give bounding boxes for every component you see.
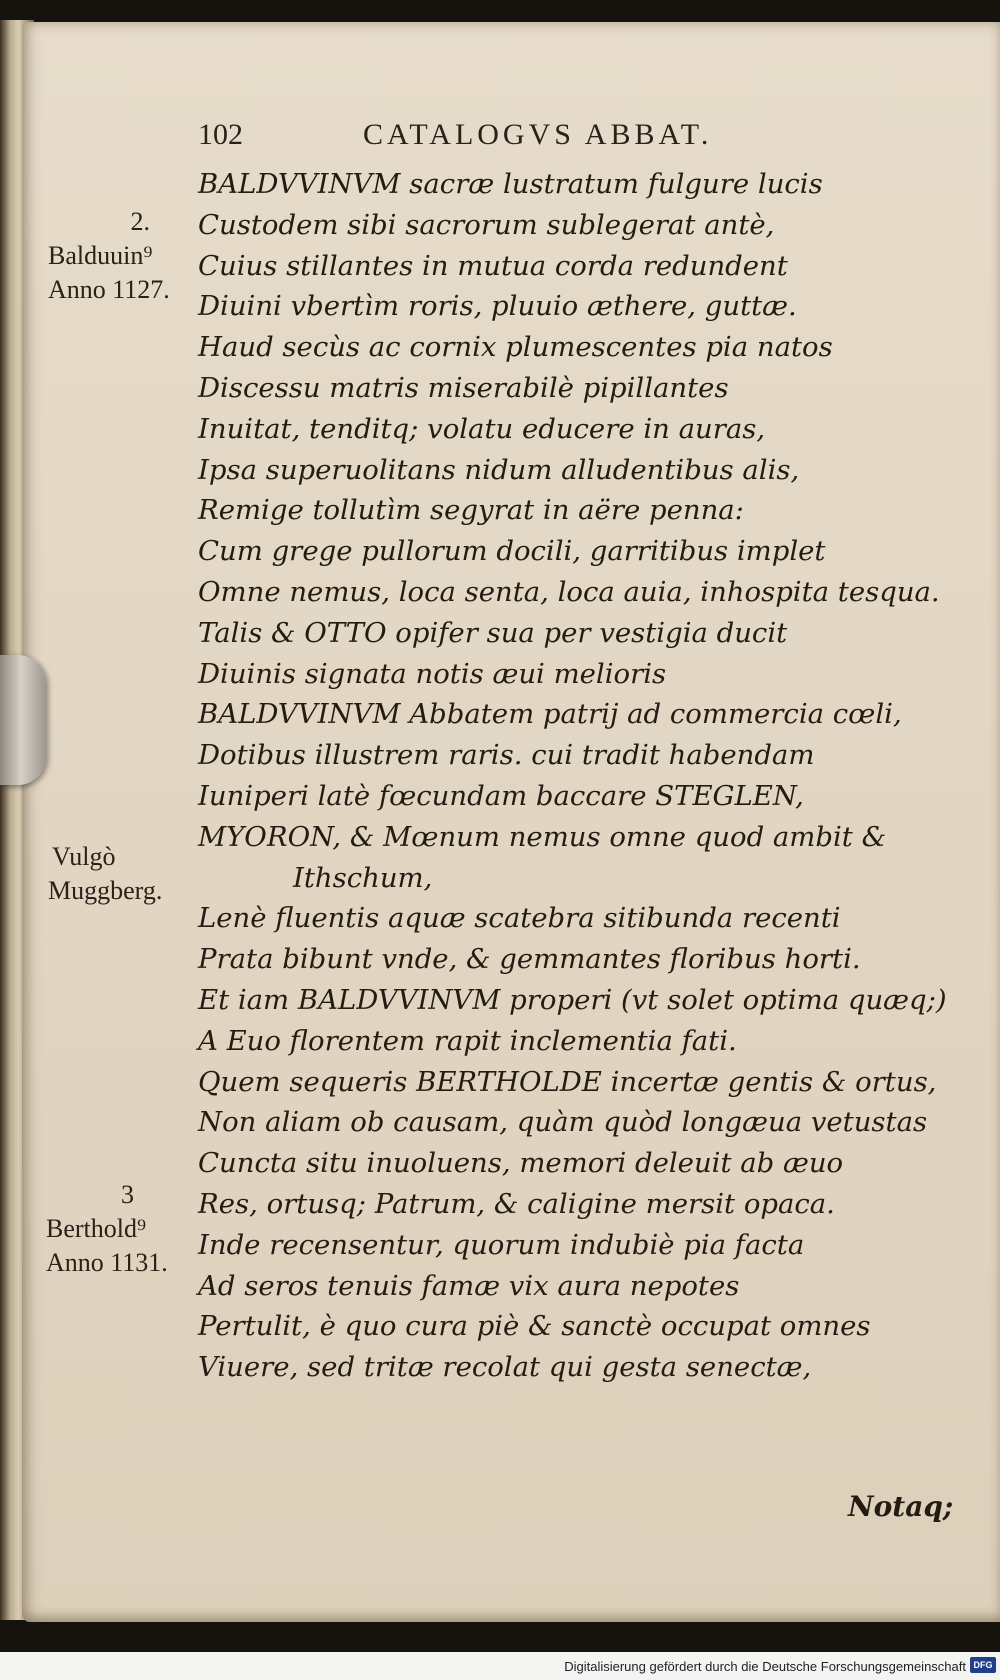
verse-line: Cum grege pullorum docili, garritibus implet	[198, 535, 826, 568]
verse-line: Omne nemus, loca senta, loca auia, inhospita tesqua.	[198, 576, 940, 608]
verse-line: Viuere, sed tritæ recolat qui gesta senectæ,	[198, 1351, 812, 1384]
verse-line: BALDVVINVM Abbatem patrij ad commercia cœli,	[198, 698, 902, 731]
dfg-logo-icon: DFG	[970, 1657, 996, 1673]
verse-line: Dotibus illustrem raris. cui tradit habendam	[198, 739, 815, 772]
margin-note-vulgo-label: Vulgò	[52, 842, 116, 871]
verse-line: Et iam BALDVVINVM properi (vt solet optima quæq;)	[198, 984, 947, 1016]
verse-line: Custodem sibi sacrorum sublegerat antè,	[198, 208, 775, 241]
verse-line: Remige tollutìm segyrat in aëre penna:	[198, 494, 744, 527]
margin-note-year: Anno 1131.	[46, 1248, 168, 1277]
verse-line: Ipsa superuolitans nidum alludentibus alis,	[198, 453, 800, 486]
margin-note-number: 2.	[130, 207, 150, 236]
margin-note-year: Anno 1127.	[48, 275, 170, 304]
verse-line: A Euo florentem rapit inclementia fati.	[198, 1024, 737, 1057]
verse-line: Talis & OTTO opifer sua per vestigia ducit	[198, 616, 788, 649]
verse-line: Non aliam ob causam, quàm quòd longæua vetustas	[198, 1106, 928, 1139]
verse-line: MYORON, & Mœnum nemus omne quod ambit &	[198, 820, 887, 853]
verse-line: Pertulit, è quo cura piè & sanctè occupat omnes	[198, 1310, 871, 1343]
verse-line: Cuncta situ inuoluens, memori deleuit ab æuo	[198, 1147, 844, 1180]
footer-bar	[0, 1652, 1000, 1680]
margin-note-vulgo	[48, 840, 162, 908]
verse-line: Iuniperi latè fœcundam baccare STEGLEN,	[198, 780, 804, 812]
verse-line: Diuini vbertìm roris, pluuio æthere, guttæ.	[198, 290, 797, 323]
margin-note-berthold	[46, 1178, 186, 1280]
verse-line: Inde recensentur, quorum indubiè pia facta	[198, 1228, 805, 1261]
verse-line: Diuinis signata notis æui melioris	[198, 657, 667, 690]
verse-line: Inuitat, tenditq; volatu educere in auras,	[198, 412, 766, 445]
funding-credit: Digitalisierung gefördert durch die Deutsche Forschungsgemeinschaft	[564, 1659, 966, 1674]
verse-line: Lenè fluentis aquæ scatebra sitibunda recenti	[198, 902, 841, 935]
verse-line: Res, ortusq; Patrum, & caligine mersit opaca.	[198, 1188, 835, 1220]
verse-line: Cuius stillantes in mutua corda redundent	[198, 249, 788, 282]
margin-note-vulgo-name: Muggberg.	[48, 876, 163, 905]
margin-note-name: Berthold⁹	[46, 1214, 147, 1243]
margin-note-baldwin	[48, 205, 188, 307]
page-clip	[0, 655, 46, 785]
page-number: 102	[198, 118, 243, 151]
verse-line: Quem sequeris BERTHOLDE incertæ gentis & ortus,	[198, 1065, 937, 1098]
margin-note-name: Balduuin⁹	[48, 241, 153, 270]
verse-line: Ithschum,	[293, 861, 433, 894]
margin-note-number: 3	[121, 1180, 134, 1209]
verse-line: Ad seros tenuis famæ vix aura nepotes	[198, 1269, 740, 1302]
verse-line: Prata bibunt vnde, & gemmantes floribus horti.	[198, 943, 861, 976]
catchword: Notaq;	[848, 1490, 954, 1523]
page-header	[198, 118, 788, 152]
verse-line: Haud secùs ac cornix plumescentes pia natos	[198, 331, 833, 364]
verse-line: Discessu matris miserabilè pipillantes	[198, 372, 729, 404]
running-title: CATALOGVS ABBAT.	[363, 118, 713, 151]
verse-line: BALDVVINVM sacræ lustratum fulgure lucis	[198, 168, 823, 200]
